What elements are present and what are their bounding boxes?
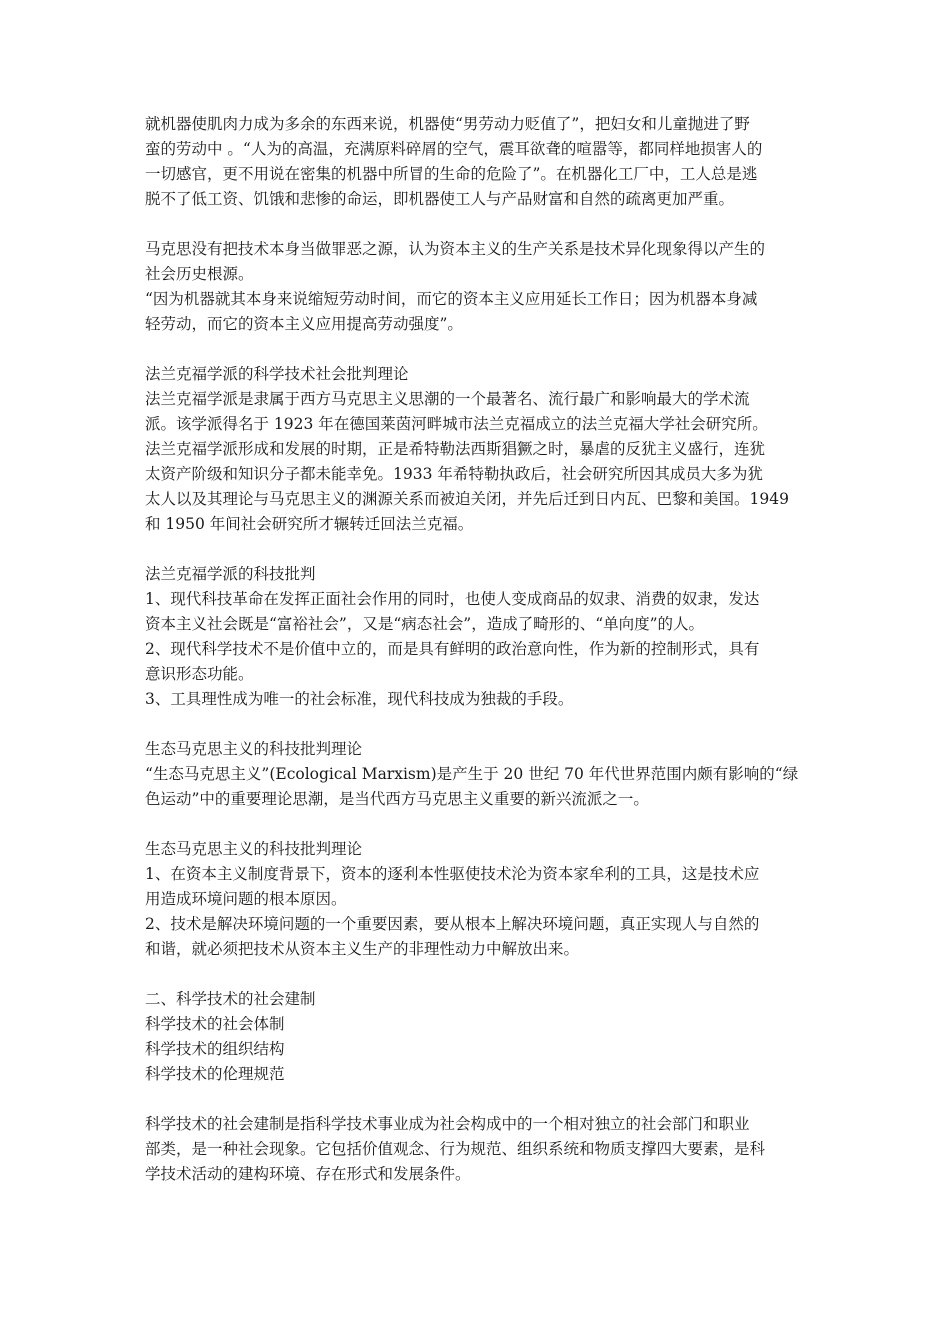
text-line: “生态马克思主义”(Ecological Marxism)是产生于 20 世纪 70 年代世界范围内颇有影响的“绿 [145,765,799,783]
text-line: 1、在资本主义制度背景下，资本的逐利本性驱使技术沦为资本家牟利的工具，这是技术应 [145,865,760,883]
text-line: 和 1950 年间社会研究所才辗转迁回法兰克福。 [145,515,474,533]
text-line: “因为机器就其本身来说缩短劳动时间，而它的资本主义应用延长工作日；因为机器本身减 [145,290,758,308]
paragraph-gap [145,537,810,562]
text-line: 3、工具理性成为唯一的社会标准，现代科技成为独裁的手段。 [145,690,574,708]
paragraph [145,837,810,962]
text-line: 用造成环境问题的根本原因。 [145,890,347,908]
text-line: 科学技术的伦理规范 [145,1065,285,1083]
text-line: 太资产阶级和知识分子都未能幸免。1933 年希特勒执政后，社会研究所因其成员大多为犹 [145,465,763,483]
text-line: 脱不了低工资、饥饿和悲惨的命运，即机器使工人与产品财富和自然的疏离更加严重。 [145,190,735,208]
paragraph [145,362,810,537]
text-line: 1、现代科技革命在发挥正面社会作用的同时，也使人变成商品的奴隶、消费的奴隶，发达 [145,590,760,608]
text-line: 派。该学派得名于 1923 年在德国莱茵河畔城市法兰克福成立的法兰克福大学社会研究所。 [145,415,768,433]
paragraph [145,237,810,337]
text-line: 生态马克思主义的科技批判理论 [145,740,363,758]
paragraph-gap [145,1087,810,1112]
text-line: 色运动”中的重要理论思潮，是当代西方马克思主义重要的新兴流派之一。 [145,790,649,808]
text-line: 2、技术是解决环境问题的一个重要因素，要从根本上解决环境问题，真正实现人与自然的 [145,915,760,933]
paragraph-gap [145,337,810,362]
paragraph-gap [145,712,810,737]
text-line: 太人以及其理论与马克思主义的渊源关系而被迫关闭，并先后迁到日内瓦、巴黎和美国。1949 [145,490,789,508]
text-line: 法兰克福学派形成和发展的时期，正是希特勒法西斯猖獗之时，暴虐的反犹主义盛行，连犹 [145,440,766,458]
paragraph [145,737,810,812]
paragraph-gap [145,962,810,987]
paragraph [145,112,810,212]
paragraph [145,1112,810,1187]
paragraph [145,562,810,712]
paragraph-gap [145,212,810,237]
text-line: 轻劳动，而它的资本主义应用提高劳动强度”。 [145,315,463,333]
text-line: 科学技术的社会建制是指科学技术事业成为社会构成中的一个相对独立的社会部门和职业 [145,1115,750,1133]
text-line: 科学技术的社会体制 [145,1015,285,1033]
text-line: 意识形态功能。 [145,665,254,683]
text-line: 2、现代科学技术不是价值中立的，而是具有鲜明的政治意向性，作为新的控制形式，具有 [145,640,760,658]
document-page [145,112,810,1187]
text-line: 生态马克思主义的科技批判理论 [145,840,363,858]
text-line: 资本主义社会既是“富裕社会”，又是“病态社会”，造成了畸形的、“单向度”的人。 [145,615,705,633]
paragraph [145,987,810,1087]
text-line: 一切感官，更不用说在密集的机器中所冒的生命的危险了”。在机器化工厂中，工人总是逃 [145,165,758,183]
text-line: 就机器使肌肉力成为多余的东西来说，机器使“男劳动力贬值了”，把妇女和儿童抛进了野 [145,115,750,133]
text-line: 社会历史根源。 [145,265,254,283]
text-line: 科学技术的组织结构 [145,1040,285,1058]
text-line: 蛮的劳动中 。“人为的高温，充满原料碎屑的空气，震耳欲聋的喧嚣等，都同样地损害人的 [145,140,763,158]
text-line: 学技术活动的建构环境、存在形式和发展条件。 [145,1165,471,1183]
text-line: 二、科学技术的社会建制 [145,990,316,1008]
text-line: 部类，是一种社会现象。它包括价值观念、行为规范、组织系统和物质支撑四大要素，是科 [145,1140,766,1158]
text-line: 法兰克福学派是隶属于西方马克思主义思潮的一个最著名、流行最广和影响最大的学术流 [145,390,750,408]
text-line: 法兰克福学派的科学技术社会批判理论 [145,365,409,383]
paragraph-gap [145,812,810,837]
text-line: 和谐，就必须把技术从资本主义生产的非理性动力中解放出来。 [145,940,580,958]
text-line: 法兰克福学派的科技批判 [145,565,316,583]
text-line: 马克思没有把技术本身当做罪恶之源，认为资本主义的生产关系是技术异化现象得以产生的 [145,240,766,258]
